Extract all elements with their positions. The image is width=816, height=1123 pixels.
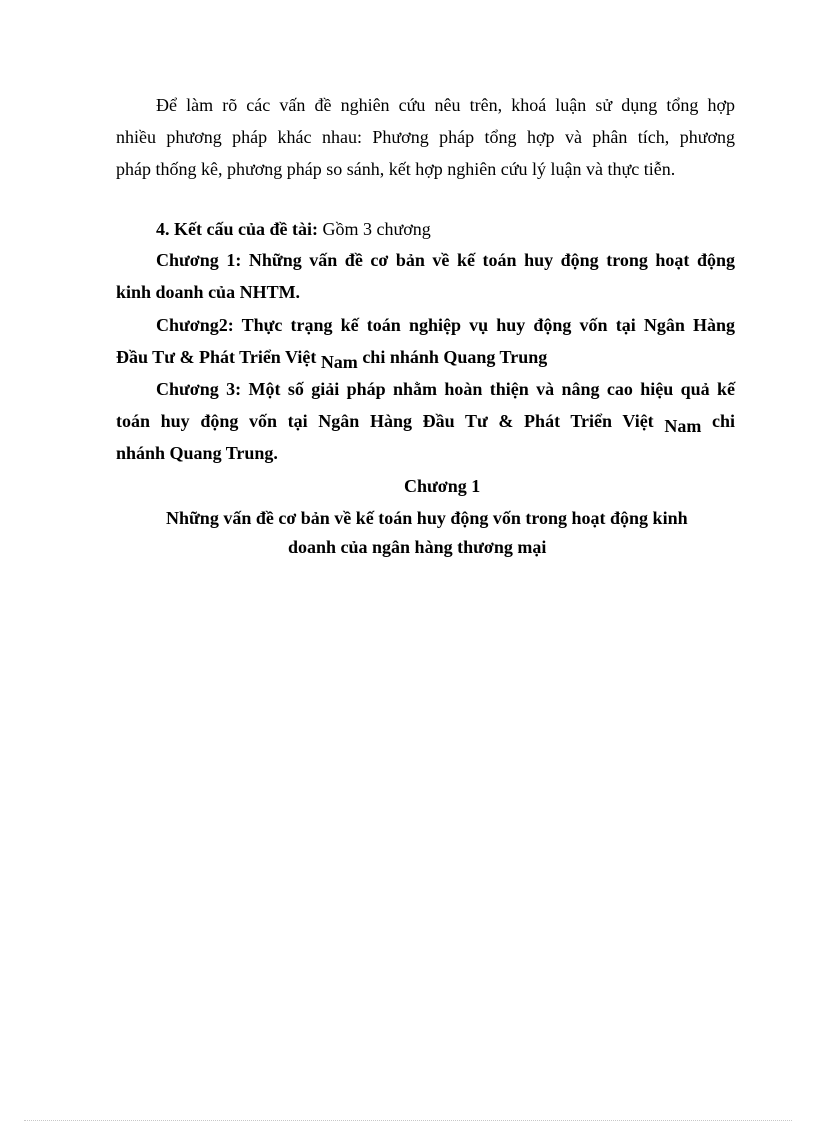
chapter-2-text-b: chi nhánh Quang Trung [362, 347, 548, 367]
chapter-3-text-a: toán huy động vốn tại Ngân Hàng Đầu Tư & Phát Triển Việt [116, 411, 654, 431]
chapter-label: Chương 1 [404, 476, 481, 496]
chapter-3-summary-line-1: Chương 3: Một số giải pháp nhằm hoàn thiện và nâng cao hiệu quả kế [156, 379, 735, 399]
structure-heading-value: Gồm 3 chương [322, 219, 431, 239]
chapter-title-line-1: Những vấn đề cơ bản về kế toán huy động vốn trong hoạt động kinh [166, 508, 688, 528]
chapter-title-line-2: doanh của ngân hàng thương mại [288, 537, 547, 557]
intro-paragraph-line-1: Để làm rõ các vấn đề nghiên cứu nêu trên, khoá luận sử dụng tổng hợp [156, 95, 735, 115]
page-bottom-rule [24, 1120, 792, 1121]
chapter-2-subscript: Nam [320, 352, 358, 373]
intro-paragraph-line-2: nhiều phương pháp khác nhau: Phương pháp tổng hợp và phân tích, phương [116, 127, 735, 147]
structure-heading [156, 217, 735, 241]
chapter-1-summary-line-1: Chương 1: Những vấn đề cơ bản về kế toán huy động trong hoạt động [156, 250, 735, 270]
chapter-1-summary-line-2: kinh doanh của NHTM. [116, 282, 301, 302]
chapter-2-summary-line-2 [116, 345, 735, 374]
chapter-2-summary-line-1: Chương2: Thực trạng kế toán nghiệp vụ huy động vốn tại Ngân Hàng [156, 315, 735, 335]
chapter-3-subscript: Nam [664, 416, 702, 437]
intro-paragraph-line-3: pháp thống kê, phương pháp so sánh, kết hợp nghiên cứu lý luận và thực tiễn. [116, 159, 676, 179]
structure-heading-label: 4. Kết cấu của đề tài: [156, 219, 318, 239]
chapter-3-summary-line-3: nhánh Quang Trung. [116, 443, 278, 463]
chapter-3-text-b: chi [712, 411, 736, 431]
chapter-3-summary-line-2 [116, 409, 735, 438]
chapter-2-text-a: Đầu Tư & Phát Triển Việt [116, 347, 317, 367]
